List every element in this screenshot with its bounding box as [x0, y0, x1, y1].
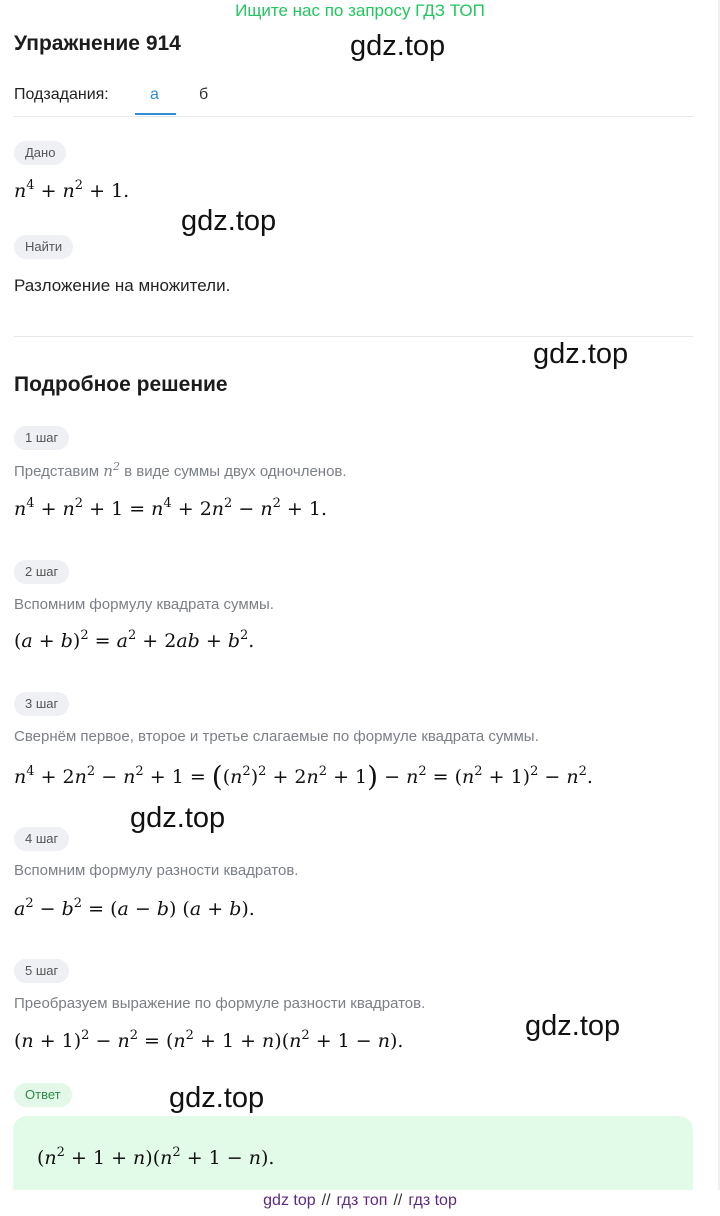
- step-formula: $n^4 + 2n^2 - n^2 + 1 = ((n^2)^2 + 2n^2 + 1) - n^2 = (n^2 + 1)^2 - n^2$.: [14, 760, 593, 793]
- divider: [14, 336, 693, 337]
- watermark: gdz.top: [169, 1082, 265, 1114]
- search-hint-banner: Ищите нас по запросу ГДЗ ТОП: [235, 1, 485, 20]
- active-tab-indicator: [135, 113, 176, 115]
- step-chip: 2 шаг: [14, 560, 69, 584]
- footer-links: [0, 1190, 720, 1216]
- given-chip: Дано: [14, 141, 66, 165]
- footer-link[interactable]: гдз top: [408, 1192, 457, 1209]
- step-formula: $n^4 + n^2 + 1 = n^4 + 2n^2 - n^2 + 1$.: [14, 496, 327, 520]
- watermark: gdz.top: [533, 338, 629, 370]
- given-expression: $n^4 + n^2 + 1$.: [14, 178, 130, 202]
- watermark: gdz.top: [130, 802, 226, 834]
- step-formula: $(a + b)^2 = a^2 + 2ab + b^2$.: [14, 628, 255, 652]
- step-description: Вспомним формулу разности квадратов.: [14, 862, 299, 879]
- divider: [14, 116, 693, 117]
- find-chip: Найти: [14, 235, 73, 259]
- answer-chip: Ответ: [14, 1083, 72, 1107]
- tab-subtask-a[interactable]: а: [150, 86, 159, 103]
- watermark: gdz.top: [350, 30, 446, 62]
- step-chip: 5 шаг: [14, 959, 69, 983]
- tab-subtask-b[interactable]: б: [199, 86, 209, 103]
- answer-formula: $(n^2 + 1 + n)(n^2 + 1 - n)$.: [37, 1145, 275, 1169]
- step-description: Свернём первое, второе и третье слагаемые по формуле квадрата суммы.: [14, 728, 539, 745]
- page-title: Упражнение 914: [14, 32, 181, 55]
- step-chip: 1 шаг: [14, 426, 69, 450]
- step-formula: $a^2 - b^2 = (a - b) (a + b)$.: [14, 896, 255, 920]
- watermark: gdz.top: [525, 1010, 621, 1042]
- step-description: Преобразуем выражение по формуле разности квадратов.: [14, 995, 426, 1012]
- step-description: Вспомним формулу квадрата суммы.: [14, 596, 274, 613]
- footer-link[interactable]: гдз топ: [336, 1192, 388, 1209]
- step-chip: 3 шаг: [14, 692, 69, 716]
- step-description: Представим $n^2$ в виде суммы двух одночленов.: [14, 460, 347, 480]
- footer-separator: //: [321, 1192, 331, 1209]
- solution-title: Подробное решение: [14, 373, 228, 396]
- subtasks-label: Подзадания:: [14, 86, 109, 103]
- footer-link[interactable]: gdz top: [263, 1192, 316, 1209]
- step-chip: 4 шаг: [14, 827, 69, 851]
- footer-separator: //: [393, 1192, 403, 1209]
- find-text: Разложение на множители.: [14, 276, 231, 295]
- watermark: gdz.top: [181, 205, 277, 237]
- step-formula: $(n + 1)^2 - n^2 = (n^2 + 1 + n)(n^2 + 1 - n)$.: [14, 1028, 404, 1052]
